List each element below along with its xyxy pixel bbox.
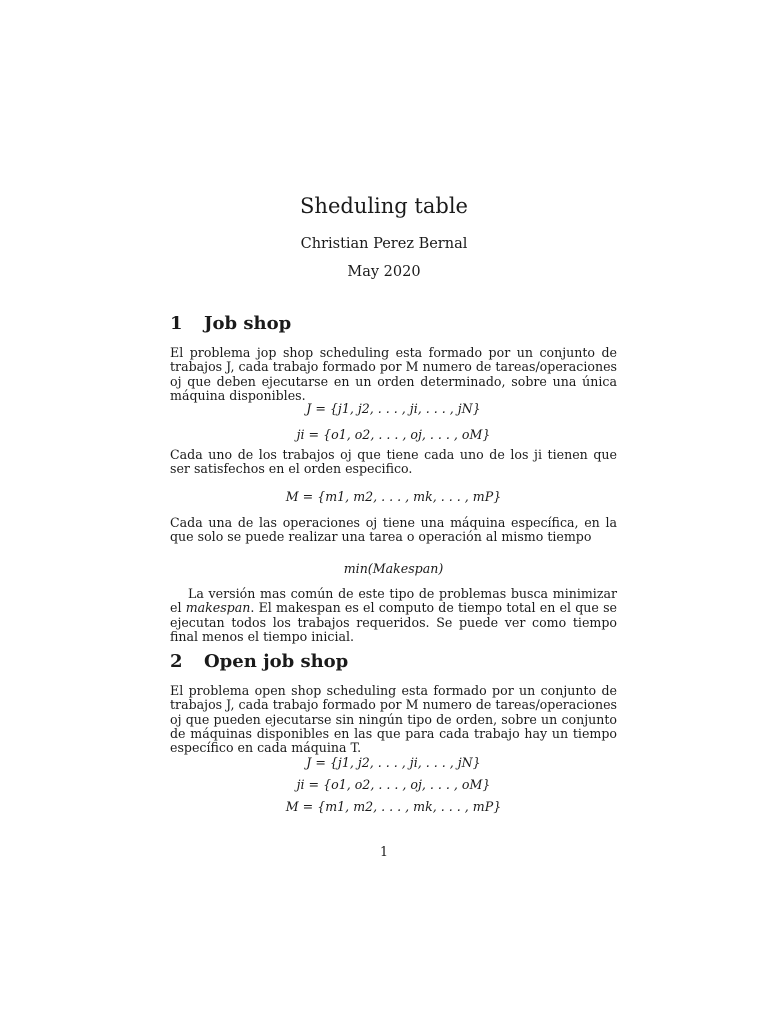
section-title: Open job shop (204, 651, 349, 672)
equation: M = {m1, m2, . . . , mk, . . . , mP} (285, 799, 502, 814)
equation: M = {m1, m2, . . . , mk, . . . , mP} (285, 489, 502, 504)
paragraph: El problema open shop scheduling esta formado por un conjunto de trabajos J, cada trabajo formado por M numero de tareas/operaciones oj que pueden ejecutarse sin ningún tipo de orden, sobre un conjunto de máquinas disponibles en las que para cada trabajo hay un tiempo específico en cada máquina T. (170, 683, 617, 756)
section-heading-2 (170, 651, 348, 672)
paragraph (170, 587, 617, 644)
document-author: Christian Perez Bernal (300, 236, 468, 252)
equation: J = {j1, j2, . . . , ji, . . . , jN} (306, 401, 481, 416)
paragraph: Cada una de las operaciones oj tiene una máquina específica, en la que solo se puede realizar una tarea o operación al mismo tiempo (170, 515, 617, 545)
section-number: 1 (170, 313, 183, 334)
emphasis-text: makespan (185, 600, 251, 616)
equation: ji = {o1, o2, . . . , oj, . . . , oM} (296, 427, 491, 442)
equation: J = {j1, j2, . . . , ji, . . . , jN} (306, 755, 481, 770)
section-heading-1 (170, 313, 291, 334)
equation: min(Makespan) (343, 561, 444, 576)
document-date: May 2020 (347, 264, 421, 280)
document-title: Sheduling table (300, 194, 468, 218)
paragraph: Cada uno de los trabajos oj que tiene cada uno de los ji tienen que ser satisfechos en el orden especifico. (170, 447, 617, 477)
section-number: 2 (170, 651, 183, 672)
paragraph-text: La versión mas común de este tipo de problemas busca minimizar el (170, 586, 617, 616)
section-title: Job shop (204, 313, 292, 334)
page-number: 1 (379, 844, 388, 859)
equation: ji = {o1, o2, . . . , oj, . . . , oM} (296, 777, 491, 792)
paragraph: El problema jop shop scheduling esta formado por un conjunto de trabajos J, cada trabajo formado por M numero de tareas/operaciones oj que deben ejecutarse en un orden determinado, sobre una única máquina disponibles. (170, 345, 617, 403)
paragraph-text: . El makespan es el computo de tiempo total en el que se ejecutan todos los trabajos requeridos. Se puede ver como tiempo final menos el tiempo inicial. (170, 600, 617, 644)
